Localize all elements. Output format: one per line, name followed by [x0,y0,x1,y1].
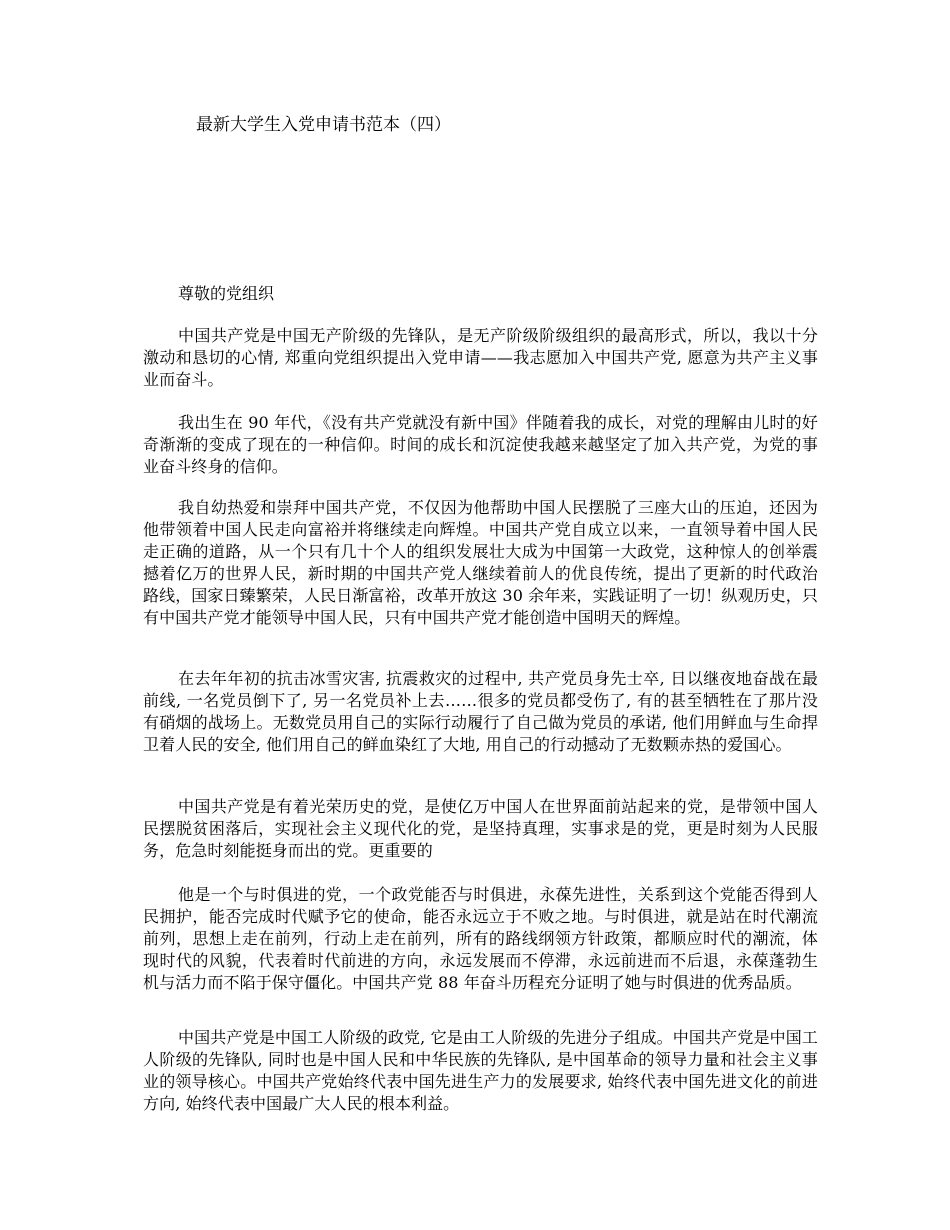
paragraph: 我出生在 90 年代，《没有共产党就没有新中国》伴随着我的成长，对党的理解由儿时的好奇渐渐的变成了现在的一种信仰。时间的成长和沉淀使我越来越坚定了加入共产党，为党的事业奋斗终身的信仰。 [143,413,818,476]
paragraph: 他是一个与时俱进的党，一个政党能否与时俱进，永葆先进性，关系到这个党能否得到人民拥护，能否完成时代赋予它的使命，能否永远立于不败之地。与时俱进，就是站在时代潮流前列，思想上走在前列，行动上走在前列，所有的路线纲领方针政策，都顺应时代的潮流，体现时代的风貌，代表着时代前进的方向，永远发展而不停滞，永远前进而不后退，永葆蓬勃生机与活力而不陷于保守僵化。中国共产党 88 年奋斗历程充分证明了她与时俱进的优秀品质。 [143,885,818,992]
document-title: 最新大学生入党申请书范本（四） [196,115,451,135]
paragraph: 中国共产党是中国无产阶级的先锋队，是无产阶级阶级组织的最高形式，所以，我以十分激动和恳切的心情, 郑重向党组织提出入党申请——我志愿加入中国共产党, 愿意为共产主义事业而奋斗。 [143,326,818,389]
paragraph: 在去年年初的抗击冰雪灾害, 抗震救灾的过程中, 共产党员身先士卒, 日以继夜地奋战在最前线, 一名党员倒下了, 另一名党员补上去……很多的党员都受伤了, 有的甚至牺牲在了那片没有硝烟的战场上。无数党员用自己的实际行动履行了自己做为党员的承诺, 他们用鲜血与生命捍卫着人民的安全, 他们用自己的鲜血染红了大地, 用自己的行动撼动了无数颗赤热的爱国心。 [143,669,818,754]
paragraph: 中国共产党是中国工人阶级的政党, 它是由工人阶级的先进分子组成。中国共产党是中国工人阶级的先锋队, 同时也是中国人民和中华民族的先锋队, 是中国革命的领导力量和社会主义事业的领导核心。中国共产党始终代表中国先进生产力的发展要求, 始终代表中国先进文化的前进方向, 始终代表中国最广大人民的根本利益。 [143,1028,818,1113]
paragraph: 中国共产党是有着光荣历史的党，是使亿万中国人在世界面前站起来的党，是带领中国人民摆脱贫困落后，实现社会主义现代化的党，是坚持真理，实事求是的党，更是时刻为人民服务，危急时刻能挺身而出的党。更重要的 [143,797,818,860]
paragraph: 我自幼热爱和崇拜中国共产党，不仅因为他帮助中国人民摆脱了三座大山的压迫，还因为他带领着中国人民走向富裕并将继续走向辉煌。中国共产党自成立以来，一直领导着中国人民走正确的道路，从一个只有几十个人的组织发展壮大成为中国第一大政党，这种惊人的创举震撼着亿万的世界人民，新时期的中国共产党人继续着前人的优良传统，提出了更新的时代政治路线，国家日臻繁荣，人民日渐富裕，改革开放这 30 余年来，实践证明了一切！纵观历史，只有中国共产党才能领导中国人民，只有中国共产党才能创造中国明天的辉煌。 [143,498,818,627]
salutation: 尊敬的党组织 [178,284,275,303]
